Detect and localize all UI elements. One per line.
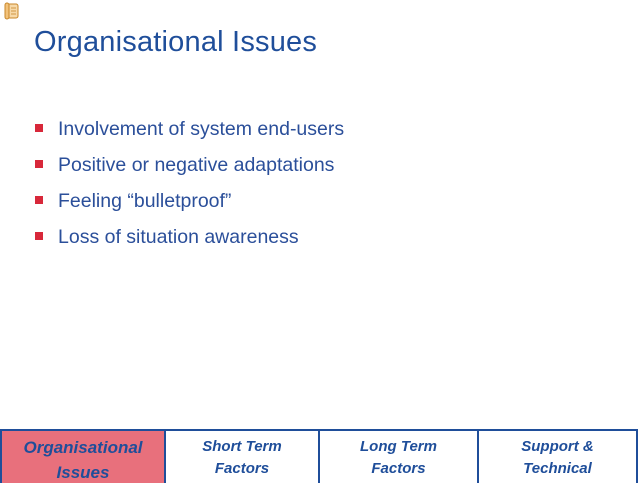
tab-long-term-factors[interactable] [320, 429, 479, 483]
bullet-item [34, 116, 344, 152]
bullet-item [34, 188, 344, 224]
tab-support-technical[interactable] [479, 429, 638, 483]
bullet-square-icon [35, 232, 43, 240]
tab-short-term-factors[interactable] [166, 429, 320, 483]
bullet-text: Feeling “bulletproof” [58, 190, 232, 212]
tab-label: Organisational Issues [23, 438, 143, 482]
section-nav [0, 429, 638, 482]
tab-label: Short Term Factors [202, 438, 282, 477]
bullet-square-icon [35, 196, 43, 204]
bullet-square-icon [35, 160, 43, 168]
bullet-square-icon [35, 124, 43, 132]
scroll-icon [3, 2, 21, 20]
tab-label: Long Term Factors [360, 438, 437, 477]
bullet-text: Loss of situation awareness [58, 226, 299, 248]
tab-label: Support & Technical [521, 438, 594, 477]
tab-organisational-issues[interactable] [0, 429, 166, 483]
bullet-item [34, 152, 344, 188]
slide-title: Organisational Issues [34, 26, 318, 58]
bullet-list [34, 116, 344, 260]
bullet-item [34, 224, 344, 260]
bullet-text: Involvement of system end-users [58, 118, 345, 140]
bullet-text: Positive or negative adaptations [58, 154, 335, 176]
